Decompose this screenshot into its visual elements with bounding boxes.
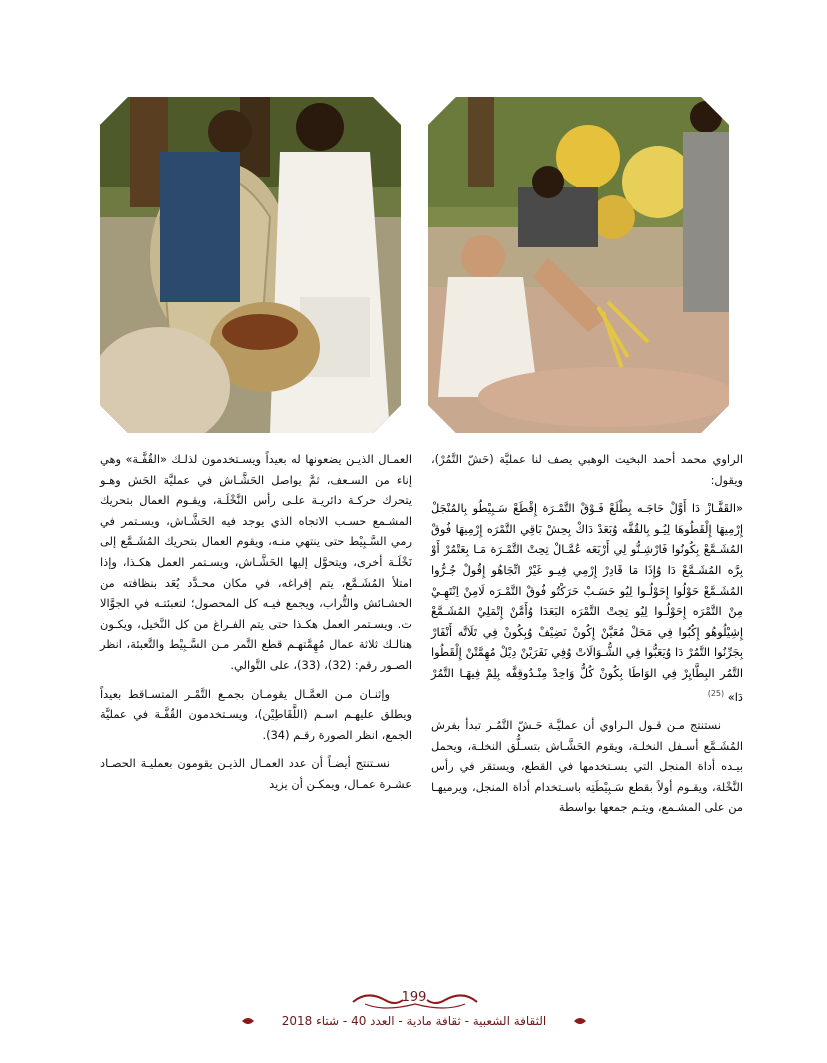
page-number: 199: [401, 990, 427, 1005]
footer-bar: [240, 1012, 588, 1030]
paragraph: نسـتنتج أيضـاً أن عدد العمـال الذيـن يقومون بعمليـة الحصـاد عشـرة عمـال، ويمكـن أن يزيد: [100, 756, 412, 791]
quote-text: «القَفَّـازْ دَا أَوَّلْ حَاجَـه بِطْلَعْ فَـوْقْ التَّمْـرَة إِقْطَعْ سَـبِيْطُو بِالمُنْجَلْ إِرْمِيهَا إِلْقَطُوهَا لِيُـو بِالقُفَّه وُبَعَدْ دَاكْ بِحِشْ بَاقِي التَّمْرَه إِرْمِيهَا فُوقْ المُشَـمَّعْ بِكُونُوا فَارْشِـنُّو لِي أَرْبَعَه عُمَّـالْ تِحِتْ التَّمْـرَة مَـا بِعَتْمُرْ أَوْ بِرَّه المُشَـمَّعْ دَا وُإِذَا مَا قَادِرْ إِرْمِي فِيـو غَيْرْ اتِّجَاهُو إِقُولْ جُـرُّوا المُشَـمَّعْ حَوْلُوا إِحَوْلُـوا لِيُو حَسَـبْ حَرَكْتُو فُوقْ التَّمْـرَه لَامِنْ اِنْتَهِـيْ مِنْ التَّمْرَه إِحَوْلُـوا لِيُو تِحِتْ التَّمْرَه البَعَدَا وُأَمَّنْ إِتْمَلِيْ المُشَـمَّعْ إِشِيْلُوهُو إِكُبُوا فِي مَحَلْ مُعَيَّنْ إِكُونْ نَضِيْفْ وُبِكُونْ فِي تَلَاتَّه أَنْفَارْ بِجَرِّنُوا التَّمُرْ دَا وُيَعَبُّوا فِي الشُّـوَالَاتْ وُفِي نَفَرَيْنْ دِيْلْ مُهِمَّتْنْ إِلْقَطُوا التَّمُر البِطَّايِرْ فِي الوَاطَا بِكُونْ كُلُّ وَاحِدْ مِنْـدُوقِفَّه بِلِمْ فِيهَـا التَّمُرْ دَا»: [431, 501, 743, 704]
flourish-icon: [240, 1015, 256, 1027]
photo-filling-sacks-image: [100, 97, 401, 433]
paragraph: الراوي محمد أحمد البخيت الوهبي يصف لنا عمليَّة (حَشّ التَّمُرْ)، ويقول:: [431, 452, 743, 487]
footnote-ref: (25): [707, 688, 725, 698]
photo-filling-sacks: [100, 97, 401, 433]
paragraph: وإثنـان مـن العمَّـال يقومـان بجمـع التَّمْـر المتسـاقط بعيداً ويطلق عليهـم اسـم (اللَّقَاطِيْن)، ويسـتخدمون القُفَّـة في عمليَّة الجمع، انظر الصورة رقـم (34).: [100, 686, 412, 742]
publication-info: الثقافة الشعبية - ثقافة مادية - العدد 40 - شتاء 2018: [281, 1014, 547, 1028]
paragraph: العمـال الذيـن يضعونها له بعيداً ويسـتخدمون لذلـك «القُفَّـة» وهي إناء من السـعف، ثمَّ يواصل الحَشَّـاش في عمليَّة الحَش وهـو يتحرك حركـة دائريـة علـى رأس النَّخْلَـة، ويقـوم العمال بتحريك المشـمع حسـب الاتجاه الذي يوجد فيه الحَشَّـاش، ويسـتمر في رمي السَّـبِيْط حتى ينتهي منـه، ويقوم العمال بتحريك المُشَـمَّع إلى نَخْلَـة أخرى، ويتحوَّل إليها الحَشَّـاش، ويسـتمر العمل هكـذا، وإذا امتلأ المُشَـمَّع، يتم إفراغه، في مكان محـدَّد يُعَد بنظافته من الحشـائش والتُّراب، ويجمع فيـه كل المحصول؛ لتعبئتـه في الجوَّالا ت. ويسـتمر العمل هكـذا حتى يتم الفـراغ من كل النَّخيل، ويكـون هنالـك ثلاثة عمال مُهِمَّتهـم قطع التَّمر مـن السَّـبِيْط والتَّعبئة، انظر الصـور رقم: (32)، (33)، على التَّوالي.: [100, 452, 412, 672]
text-column-right: [431, 449, 743, 826]
paragraph: نستنتج مـن قـول الـراوي أن عمليَّـة حَـشّ التَّمُـر تبدأ بفرش المُشَـمَّع أسـفل النخلـة، ويقوم الحَشَّـاش بتسـلُّق النخلـة، ويحمل بيـده أداة المنجل التي يسـتخدمها في القطع، ويستقر في رأس النَّخْلة، ويقـوم أولاً بقطع سَـبِيْطَتِه باسـتخدام أداة المنجل، ويرميهـا من على المشـمع، ويتـم جمعها بواسطة: [431, 717, 743, 815]
photo-harvesting-dates: [428, 97, 729, 433]
flourish-icon: [572, 1015, 588, 1027]
text-column-left: [100, 449, 412, 803]
quote-paragraph: [431, 498, 743, 707]
photo-harvesting-dates-image: [428, 97, 729, 433]
